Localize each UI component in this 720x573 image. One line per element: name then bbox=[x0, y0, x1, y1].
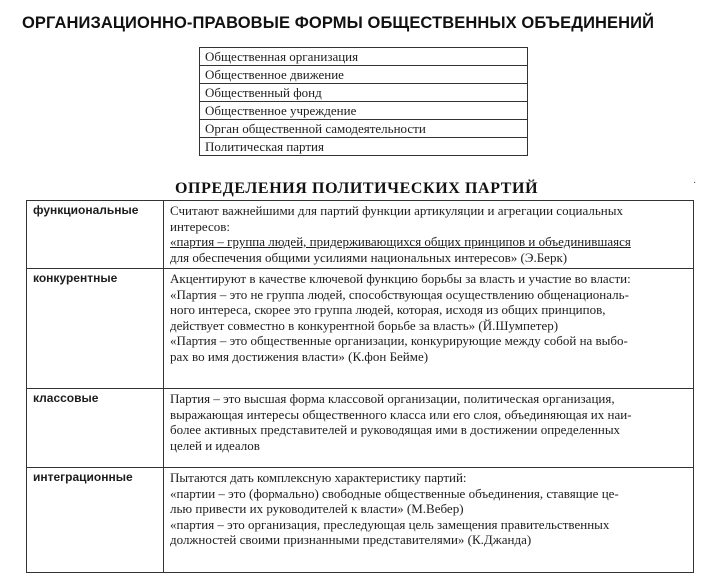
form-item: Политическая партия bbox=[200, 138, 528, 156]
form-item: Общественный фонд bbox=[200, 84, 528, 102]
table-row bbox=[27, 389, 694, 468]
definition-line: целей и идеалов bbox=[170, 437, 260, 453]
definition-line: лью привести их руководителей к власти» (М.Вебер) bbox=[170, 501, 464, 517]
table-row bbox=[27, 468, 694, 573]
definition-line: действует совместно в конкурентной борьбе за власть» (Й.Шумпетер) bbox=[170, 317, 559, 333]
definition-term: интеграционные bbox=[27, 468, 164, 573]
form-item: Общественное движение bbox=[200, 66, 528, 84]
table-row bbox=[200, 84, 528, 102]
definitions-table bbox=[26, 200, 694, 573]
definition-line: выражающая интересы общественного класса или его слоя, объединяющая их наи- bbox=[170, 406, 632, 422]
definition-line: рах во имя достижения власти» (К.фон Бейме) bbox=[170, 348, 429, 364]
table-row bbox=[27, 269, 694, 389]
definitions-title: ОПРЕДЕЛЕНИЯ ПОЛИТИЧЕСКИХ ПАРТИЙ bbox=[175, 180, 539, 197]
definition-text bbox=[164, 468, 694, 573]
form-item: Общественное учреждение bbox=[200, 102, 528, 120]
definition-term: функциональные bbox=[27, 201, 164, 269]
forms-table bbox=[199, 47, 528, 156]
definition-line: Считают важнейшими для партий функции артикуляции и агрегации социальных bbox=[170, 203, 623, 218]
definition-line: ного интереса, скорее это группа людей, которая, исходя из общих принципов, bbox=[170, 302, 606, 318]
definition-text bbox=[164, 269, 694, 389]
definition-line: Акцентируют в качестве ключевой функцию борьбы за власть и участие во власти: bbox=[170, 271, 631, 286]
definition-term: конкурентные bbox=[27, 269, 164, 389]
definition-text bbox=[164, 389, 694, 468]
definition-line: «партия – группа людей, придерживающихся общих принципов и объединившаяся bbox=[170, 234, 631, 250]
definition-line: Пытаются дать комплексную характеристику партий: bbox=[170, 470, 467, 485]
definition-line: Партия – это высшая форма классовой организации, политическая организация, bbox=[170, 391, 615, 406]
forms-title: ОРГАНИЗАЦИОННО-ПРАВОВЫЕ ФОРМЫ ОБЩЕСТВЕННЫХ ОБЪЕДИНЕНИЙ bbox=[22, 14, 655, 32]
definition-line: интересов: bbox=[170, 218, 230, 234]
table-row bbox=[200, 102, 528, 120]
definition-term: классовые bbox=[27, 389, 164, 468]
definition-line: должностей своими признанными представителями» (К.Джанда) bbox=[170, 532, 532, 548]
form-item: Общественная организация bbox=[200, 48, 528, 66]
definition-line: «Партия – это общественные организации, конкурирующие между собой на выбо- bbox=[170, 333, 628, 349]
definition-line: «Партия – это не группа людей, способствующая осуществлению общенациональ- bbox=[170, 286, 629, 302]
table-row bbox=[200, 48, 528, 66]
definition-line: «партия – это организация, преследующая цель замещения правительственных bbox=[170, 516, 610, 532]
scan-dot: · bbox=[693, 178, 697, 189]
table-row bbox=[200, 138, 528, 156]
definition-line: более активных представителей и руководящая ими в достижении определенных bbox=[170, 422, 621, 438]
table-row bbox=[27, 201, 694, 269]
definition-text bbox=[164, 201, 694, 269]
form-item: Орган общественной самодеятельности bbox=[200, 120, 528, 138]
definition-line: для обеспечения общими усилиями национальных интересов» (Э.Берк) bbox=[170, 249, 568, 265]
definition-line: «партии – это (формально) свободные общественные объединения, ставящие це- bbox=[170, 485, 619, 501]
table-row bbox=[200, 66, 528, 84]
table-row bbox=[200, 120, 528, 138]
